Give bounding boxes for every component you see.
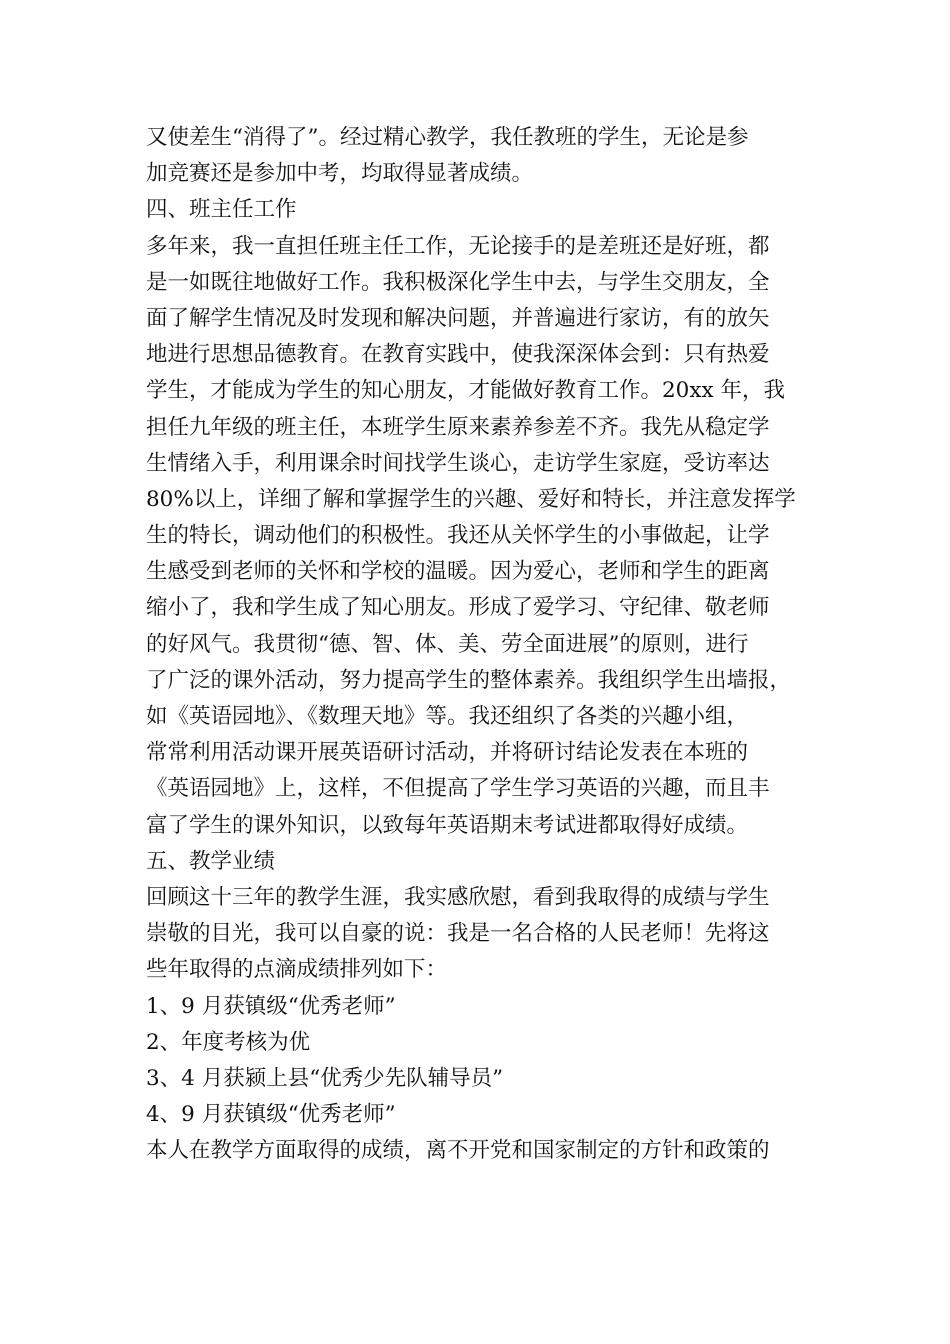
text-line: 崇敬的目光，我可以自豪的说：我是一名合格的人民老师！先将这 xyxy=(146,921,770,947)
text-line: 担任九年级的班主任，本班学生原来素养参差不齐。我先从稳定学 xyxy=(146,414,770,440)
text-line: 常常利用活动课开展英语研讨活动，并将研讨结论发表在本班的 xyxy=(146,740,749,766)
text-line: 本人在教学方面取得的成绩，离不开党和国家制定的方针和政策的 xyxy=(146,1138,770,1164)
achievement-list-item: 4、9 月获镇级“优秀老师” xyxy=(146,1102,396,1128)
section-heading-head-teacher: 四、班主任工作 xyxy=(146,197,297,223)
text-line: 又使差生“消得了”。经过精心教学，我任教班的学生，无论是参 xyxy=(146,125,749,150)
achievement-list-item: 3、4 月获颍上县“优秀少先队辅导员” xyxy=(146,1065,504,1091)
text-line: 生感受到老师的关怀和学校的温暖。因为爱心，老师和学生的距离 xyxy=(146,559,770,585)
text-line: 些年取得的点滴成绩排列如下： xyxy=(146,957,448,983)
section-heading-teaching-achievements: 五、教学业绩 xyxy=(146,848,276,874)
text-line: 的好风气。我贯彻“德、智、体、美、劳全面进展”的原则，进行 xyxy=(146,631,749,657)
text-line: 了广泛的课外活动，努力提高学生的整体素养。我组织学生出墙报， xyxy=(146,667,792,693)
text-line: 富了学生的课外知识，以致每年英语期末考试进都取得好成绩。 xyxy=(146,812,749,838)
achievement-list-item: 2、年度考核为优 xyxy=(146,1029,311,1055)
text-line: 80%以上，详细了解和掌握学生的兴趣、爱好和特长，并注意发挥学 xyxy=(146,486,796,512)
text-line: 加竞赛还是参加中考，均取得显著成绩。 xyxy=(146,161,534,187)
text-line: 面了解学生情况及时发现和解决问题，并普遍进行家访，有的放矢 xyxy=(146,305,770,331)
text-line: 《英语园地》上，这样，不但提高了学生学习英语的兴趣，而且丰 xyxy=(146,776,770,802)
text-line: 生的特长，调动他们的积极性。我还从关怀学生的小事做起，让学 xyxy=(146,523,770,549)
text-line: 生情绪入手，利用课余时间找学生谈心，走访学生家庭，受访率达 xyxy=(146,450,770,476)
document-body xyxy=(146,120,826,1169)
text-line: 地进行思想品德教育。在教育实践中，使我深深体会到：只有热爱 xyxy=(146,342,770,368)
text-line: 是一如既往地做好工作。我积极深化学生中去，与学生交朋友，全 xyxy=(146,269,770,295)
text-line: 学生，才能成为学生的知心朋友，才能做好教育工作。20xx 年，我 xyxy=(146,378,785,404)
achievement-list-item: 1、9 月获镇级“优秀老师” xyxy=(146,993,396,1019)
text-line: 回顾这十三年的教学生涯，我实感欣慰，看到我取得的成绩与学生 xyxy=(146,884,770,910)
text-line: 缩小了，我和学生成了知心朋友。形成了爱学习、守纪律、敬老师 xyxy=(146,595,770,621)
text-line: 如《英语园地》、《数理天地》等。我还组织了各类的兴趣小组， xyxy=(146,704,749,729)
text-line: 多年来，我一直担任班主任工作，无论接手的是差班还是好班，都 xyxy=(146,233,770,259)
